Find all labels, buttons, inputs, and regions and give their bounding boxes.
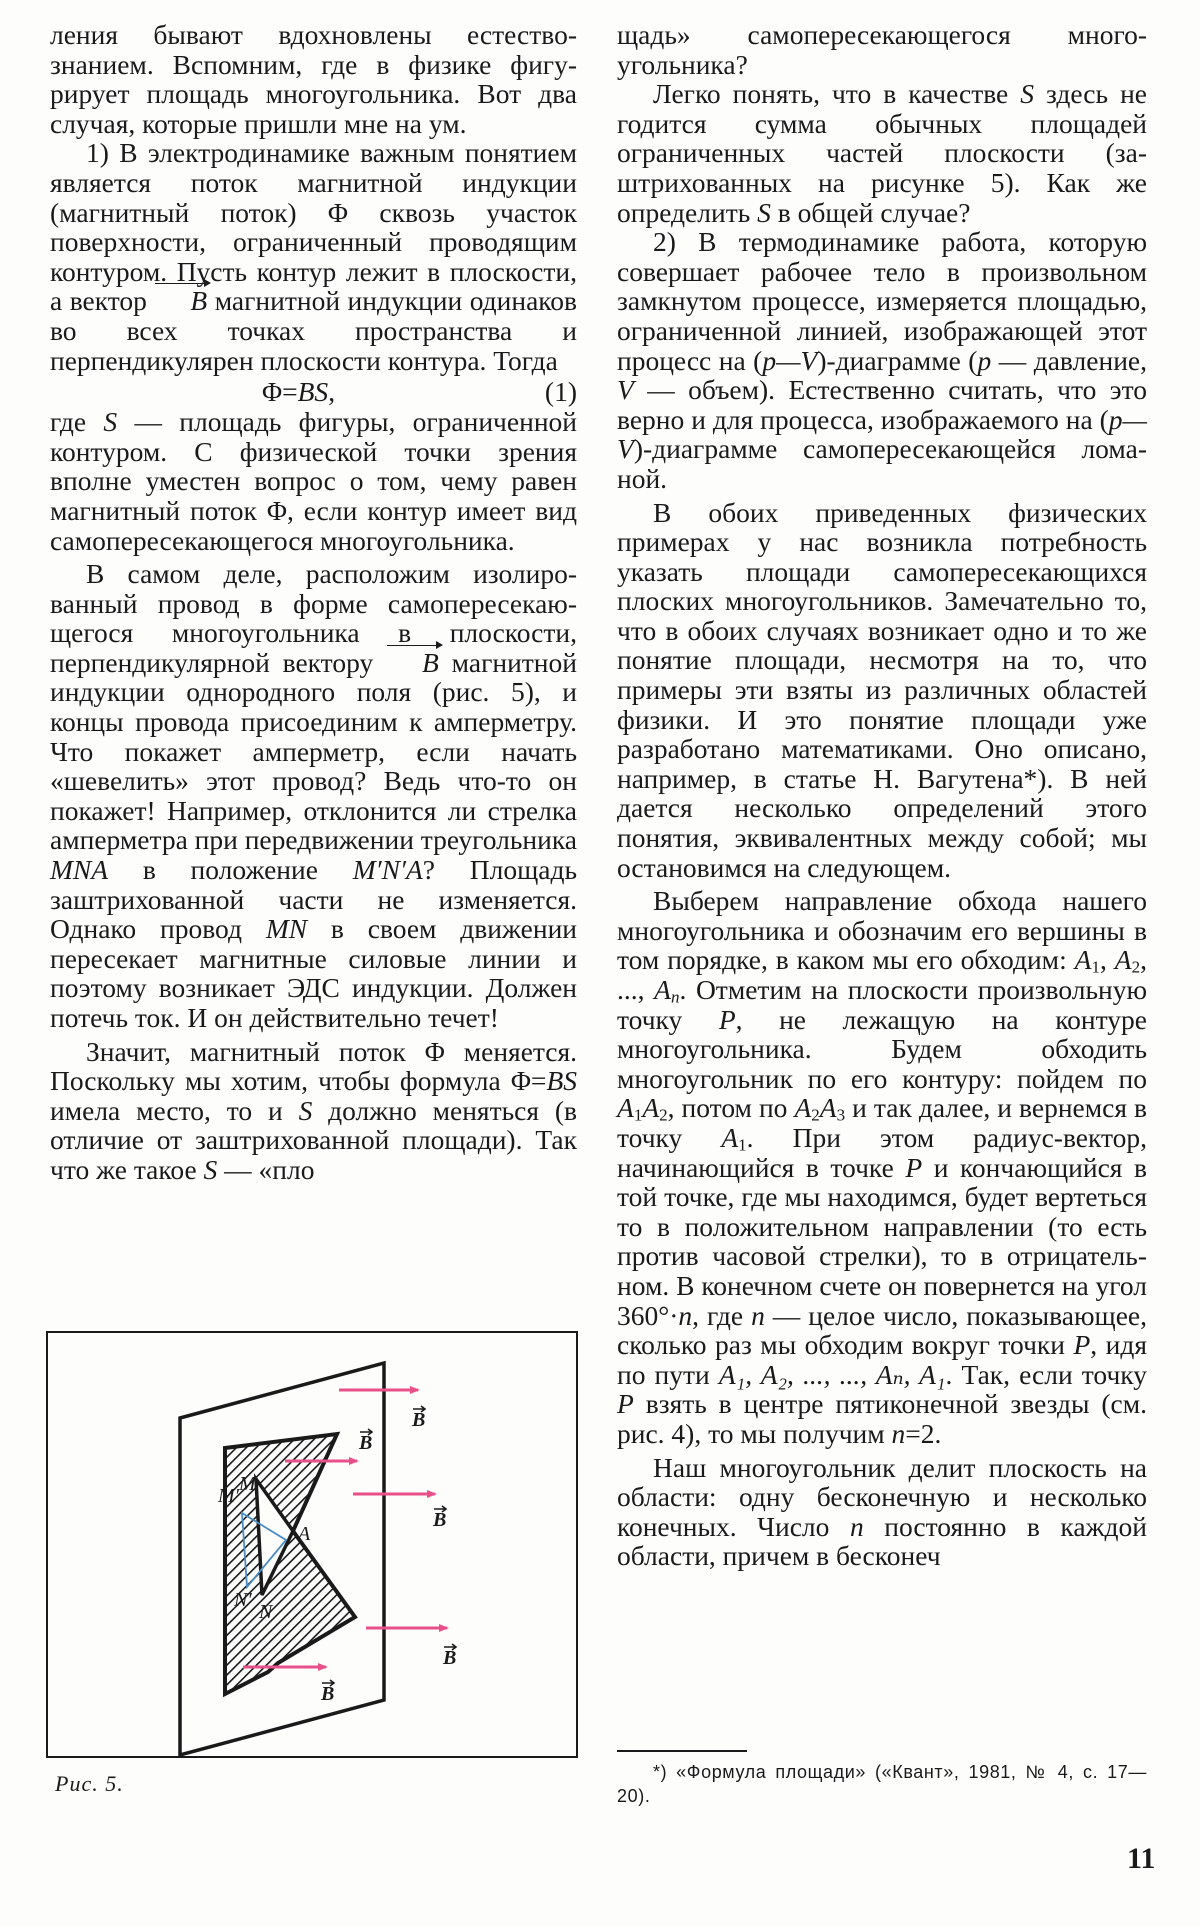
symbol-s: S — [1020, 78, 1035, 110]
label-m-prime: M′ — [218, 1485, 240, 1507]
text-run: — площадь фигуры, ограниченной контуром. С физической точки зрения вполне уместен вопрос о том, чему равен магнитный поток Φ, если контур имеет вид самопересекающегося многоугольника. — [50, 406, 577, 556]
text-run: . Так, если точку — [945, 1358, 1147, 1390]
text-run: — «пло — [217, 1153, 315, 1185]
label-m: M — [239, 1473, 256, 1495]
symbol-pv: p—V — [617, 403, 1147, 465]
symbol-a1: A — [1074, 944, 1092, 976]
text-run: 1) В электродинамике важным понятием является поток магнитной индукции (магнитный поток) Φ сквозь участок поверхности, ограниченный проводящим контуром. Пусть контур лежит в плоскости, а вектор — [50, 137, 577, 317]
label-a: A — [298, 1523, 311, 1545]
text-run: , — [1099, 944, 1115, 976]
paragraph-thermodynamics — [617, 227, 1147, 493]
text-run: , идя по пути — [617, 1329, 1148, 1390]
symbol-n: n — [849, 1510, 864, 1542]
equation-comma: , — [328, 376, 336, 408]
symbol-s: S — [757, 196, 771, 228]
vector-b: B — [154, 286, 207, 316]
equation-number: (1) — [544, 376, 577, 408]
symbol-p: P — [905, 1151, 923, 1183]
subscript: 2 — [659, 1105, 668, 1125]
symbol-a1: A — [721, 1121, 739, 1153]
symbol-a: A — [819, 1092, 837, 1124]
text-run: здесь не годится сумма обычных площадей ограниченных частей плоскости (заштрихованных на рисунке 5). Как же определить — [617, 78, 1147, 228]
paragraph-intro: ления бывают вдохновлены естествознанием. Вспомним, где в физике фигурирует площадь многоугольника. Вот два случая, которые пришли мне на ум. — [50, 19, 577, 139]
text-run: в положение — [108, 854, 353, 886]
text-run: в общей случае? — [770, 196, 971, 228]
label-n: N — [259, 1601, 273, 1623]
symbol-v: V — [617, 374, 634, 406]
text-run: постоянно в каждой области, причем в бесконеч — [617, 1510, 1147, 1572]
label-vector-b: B — [321, 1683, 335, 1705]
footnote-text: *) «Формула площади» («Квант», 1981, № 4, с. 17—20). — [617, 1762, 1147, 1806]
text-run: , потом по — [667, 1092, 795, 1124]
subscript: 2 — [1131, 957, 1141, 977]
label-vector-b: B — [433, 1509, 447, 1531]
text-run: имела место, то и — [50, 1094, 299, 1126]
text-run: , ..., — [617, 944, 1147, 1005]
text-run: — давление, — [991, 344, 1147, 376]
symbol-a: A — [642, 1092, 660, 1124]
symbol-a2a3: A — [794, 1092, 812, 1124]
paragraph-sum-not-suitable — [617, 79, 1147, 227]
text-run: взять в центре пятиконечной звезды (см. рис. 4), то мы получим — [617, 1388, 1147, 1449]
symbol-p: p — [977, 344, 992, 376]
symbol-mna-prime: M′N′A — [352, 854, 423, 886]
text-run: магнитной индукции одинаков во всех точках пространства и перпендикулярен плоскости контура. Тогда — [50, 285, 578, 376]
text-run: — целое число, показывающее, сколько раз мы обходим вокруг точки — [617, 1299, 1147, 1361]
text-run: Легко понять, что в качестве — [653, 78, 1021, 110]
equation-rhs: BS — [297, 376, 329, 408]
subscript: 2 — [811, 1105, 820, 1125]
text-run: и кончающийся в той точке, где мы находимся, будет вертеться то в положительном направлении (то есть против часовой стрелки), то в отрицательном. В конечном счете он повернется на угол 360°· — [617, 1151, 1147, 1331]
symbol-a2: A — [1114, 944, 1132, 976]
symbol-n: n — [678, 1299, 693, 1331]
text-run: должно меняться (в отличие от заштрихованной площади). Так что же такое — [50, 1094, 577, 1185]
symbol-mn: MN — [265, 913, 308, 945]
text-run: — объем). Естественно считать, что это верно и для процесса, изображаемого на ( — [617, 374, 1147, 435]
text-run: . При этом радиус-вектор, начинающийся в точке — [617, 1121, 1148, 1183]
paragraph-both-examples: В обоих приведенных физических примерах у нас возникла потребность указать площади самопересекающихся плоских многоугольников. Замечательно то, что в обоих случаях возникает одно и то же понятие площади, несмотря на то, что примеры эти взяты из различных областей физики. И это понятие площади уже разработано математиками. Оно описано, например, в статье Н. Вагутена*). В ней дается несколько определений этого понятия, эквивалентных между собой; мы остановимся на следующем. — [617, 496, 1147, 883]
symbol-n: n — [751, 1299, 765, 1331]
footnote — [617, 1760, 1147, 1808]
text-run: =2. — [905, 1417, 942, 1449]
footnote-rule — [617, 1750, 747, 1752]
symbol-p: P — [718, 1003, 736, 1035]
label-vector-b: B — [443, 1647, 457, 1669]
text-run: магнитной индукции однородного поля (рис. 5), и концы провода присоединим к амперметру. Что покажет амперметр, если начать «шевелить» этот провод? Ведь что-то он покажет! Например, отклонится ли стрелка амперметра при передвижении треугольника — [50, 646, 577, 856]
text-run: )-диаграмме ( — [817, 344, 978, 376]
text-run: . Отметим на плоскости произвольную точку — [617, 974, 1147, 1035]
text-run: ? Площадь заштрихованной части не изменяется. Однако провод — [50, 854, 577, 945]
text-run: в своем движении пересекает магнитные силовые линии и поэтому возникает ЭДС индукции. Должен потечь ток. И он действительно течет! — [50, 913, 577, 1033]
subscript: 1 — [633, 1105, 643, 1125]
paragraph-continued: щадь» самопересекающегося многоугольника? — [617, 19, 1147, 80]
text-run: Выберем направление обхода нашего многоугольника и обозначим его вершины в том порядке, в каком мы его обходим: — [617, 885, 1147, 976]
figure-caption: Рис. 5. — [55, 1771, 124, 1796]
text-run: 2) В термодинамике работа, которую совершает рабочее тело в произвольном замкнутом процессе, измеряется площадью, ограниченной линией, изображающей этот процесс на ( — [617, 226, 1147, 376]
text-run: Наш многоугольник делит плоскость на области: одну бесконечную и несколько конечных. Число — [617, 1451, 1147, 1542]
label-vector-b: B — [412, 1409, 426, 1431]
page-number: 11 — [1127, 1842, 1156, 1875]
label-n-prime: N′ — [234, 1589, 252, 1611]
equation-lhs: Φ= — [262, 376, 298, 408]
subscript: 1 — [1091, 957, 1100, 977]
vector-b: B — [386, 648, 439, 678]
symbol-pv: p—V — [762, 344, 818, 376]
symbol-bs: BS — [546, 1065, 577, 1097]
paragraph-traversal — [617, 886, 1147, 1448]
symbol-n: n — [891, 1417, 906, 1449]
symbol-p: P — [617, 1388, 634, 1420]
symbol-p: P — [1073, 1329, 1091, 1361]
text-run: где — [50, 406, 104, 438]
symbol-path: A₁, A₂, ..., ..., Aₙ, A₁ — [718, 1358, 946, 1390]
text-run: , где — [692, 1299, 752, 1331]
symbol-a1a2: A — [617, 1092, 634, 1124]
symbol-s: S — [103, 406, 118, 438]
subscript: 3 — [836, 1105, 846, 1125]
subscript: n — [670, 987, 680, 1007]
symbol-s: S — [203, 1153, 218, 1185]
label-vector-b: B — [359, 1432, 373, 1454]
text-run: , не лежащую на контуре многоугольника. Будем обходить многоугольник по его контуру: пойдем по — [617, 1003, 1147, 1094]
symbol-an: A — [654, 974, 671, 1005]
right-column — [617, 20, 1147, 1571]
symbol-mna: MNA — [50, 854, 109, 886]
paragraph-regions — [617, 1453, 1147, 1571]
subscript: 1 — [738, 1135, 747, 1155]
text-run: и так далее, и вернемся в точку — [617, 1092, 1148, 1153]
symbol-s: S — [298, 1094, 313, 1126]
text-run: Значит, магнитный поток Φ меняется. Поскольку мы хотим, чтобы формула Φ= — [50, 1035, 577, 1097]
text-run: В самом деле, расположим изолированный провод в форме самопересекающегося многоугольника в плоскости, перпендикулярной вектору — [50, 558, 577, 678]
text-run: )-диаграмме самопересекающейся ломаной. — [617, 433, 1147, 494]
